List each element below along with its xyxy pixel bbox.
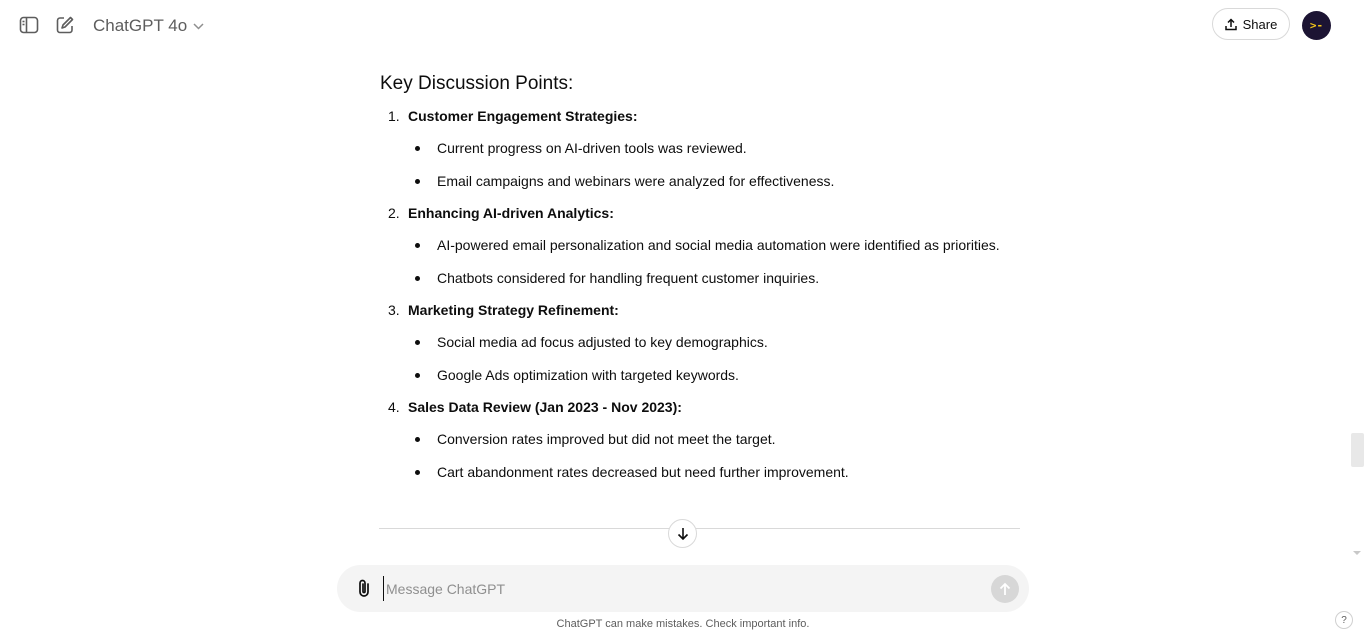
- list-number: 2.: [388, 205, 400, 221]
- bullet-dot: [415, 243, 420, 248]
- list-number: 4.: [388, 399, 400, 415]
- share-label: Share: [1242, 16, 1278, 32]
- section-title-row: [380, 100, 1020, 132]
- list-item: [380, 197, 1020, 294]
- new-chat-icon[interactable]: [51, 11, 79, 39]
- model-name: ChatGPT 4o: [93, 16, 188, 35]
- discussion-list: [380, 100, 1020, 488]
- section-title: Enhancing AI-driven Analytics:: [408, 205, 614, 221]
- avatar[interactable]: [1302, 11, 1331, 40]
- bullet-dot: [415, 437, 420, 442]
- list-number: 3.: [388, 302, 400, 318]
- bullet-text: Chatbots considered for handling frequent customer inquiries.: [437, 269, 820, 286]
- bullet-item: [380, 262, 1020, 295]
- bullet-list: [380, 132, 1020, 197]
- bullet-text: Current progress on AI-driven tools was reviewed.: [437, 140, 747, 156]
- bullet-item: [380, 423, 1020, 456]
- help-button[interactable]: [1335, 611, 1353, 629]
- top-bar: [0, 0, 1366, 52]
- scrollbar-thumb[interactable]: [1351, 433, 1364, 467]
- section-title-row: [380, 197, 1020, 229]
- send-button[interactable]: [991, 575, 1019, 603]
- model-selector[interactable]: [93, 14, 204, 38]
- list-item: [380, 391, 1020, 488]
- chevron-down-icon: [193, 23, 204, 30]
- bullet-dot: [415, 179, 420, 184]
- bullet-dot: [415, 276, 420, 281]
- list-number: 1.: [388, 108, 400, 124]
- bullet-item: [380, 132, 1020, 165]
- section-title-row: [380, 294, 1020, 326]
- bullet-text: Google Ads optimization with targeted keywords.: [437, 366, 739, 383]
- bullet-item: [380, 326, 1020, 359]
- sidebar-toggle-icon[interactable]: [15, 11, 43, 39]
- disclaimer-text: ChatGPT can make mistakes. Check important info.: [556, 618, 810, 630]
- section-title: Sales Data Review (Jan 2023 - Nov 2023):: [408, 399, 682, 415]
- bullet-dot: [415, 470, 420, 475]
- scroll-to-bottom-button[interactable]: [668, 519, 697, 548]
- bullet-list: [380, 326, 1020, 391]
- help-label: ?: [1341, 614, 1347, 626]
- bullet-list: [380, 229, 1020, 294]
- bullet-item: [380, 229, 1020, 262]
- message-input[interactable]: [383, 576, 976, 601]
- section-title-row: [380, 391, 1020, 423]
- bullet-text: Email campaigns and webinars were analyzed for effectiveness.: [437, 172, 835, 189]
- bullet-text: AI-powered email personalization and social media automation were identified as priorities.: [437, 237, 1000, 253]
- list-item: [380, 294, 1020, 391]
- assistant-message: [380, 68, 1020, 488]
- message-composer: [337, 565, 1029, 612]
- bullet-item: [380, 359, 1020, 392]
- paperclip-icon[interactable]: [351, 575, 377, 601]
- bullet-list: [380, 423, 1020, 488]
- arrow-down-icon: [677, 527, 689, 541]
- message-divider: [379, 528, 1020, 529]
- share-button[interactable]: [1212, 8, 1290, 40]
- bullet-dot: [415, 146, 420, 151]
- avatar-text: >-: [1309, 19, 1324, 32]
- bullet-dot: [415, 340, 420, 345]
- list-item: [380, 100, 1020, 197]
- arrow-up-icon: [999, 582, 1011, 596]
- bullet-item: [380, 456, 1020, 489]
- section-title: Marketing Strategy Refinement:: [408, 302, 619, 318]
- bullet-text: Conversion rates improved but did not meet the target.: [437, 431, 776, 447]
- bullet-text: Cart abandonment rates decreased but need further improvement.: [437, 463, 849, 480]
- bullet-item: [380, 165, 1020, 198]
- scrollbar-down-arrow[interactable]: [1353, 551, 1361, 555]
- message-heading: Key Discussion Points:: [380, 73, 574, 94]
- bullet-text: Social media ad focus adjusted to key demographics.: [437, 334, 768, 350]
- share-icon: [1225, 18, 1237, 31]
- bullet-dot: [415, 373, 420, 378]
- section-title: Customer Engagement Strategies:: [408, 108, 638, 124]
